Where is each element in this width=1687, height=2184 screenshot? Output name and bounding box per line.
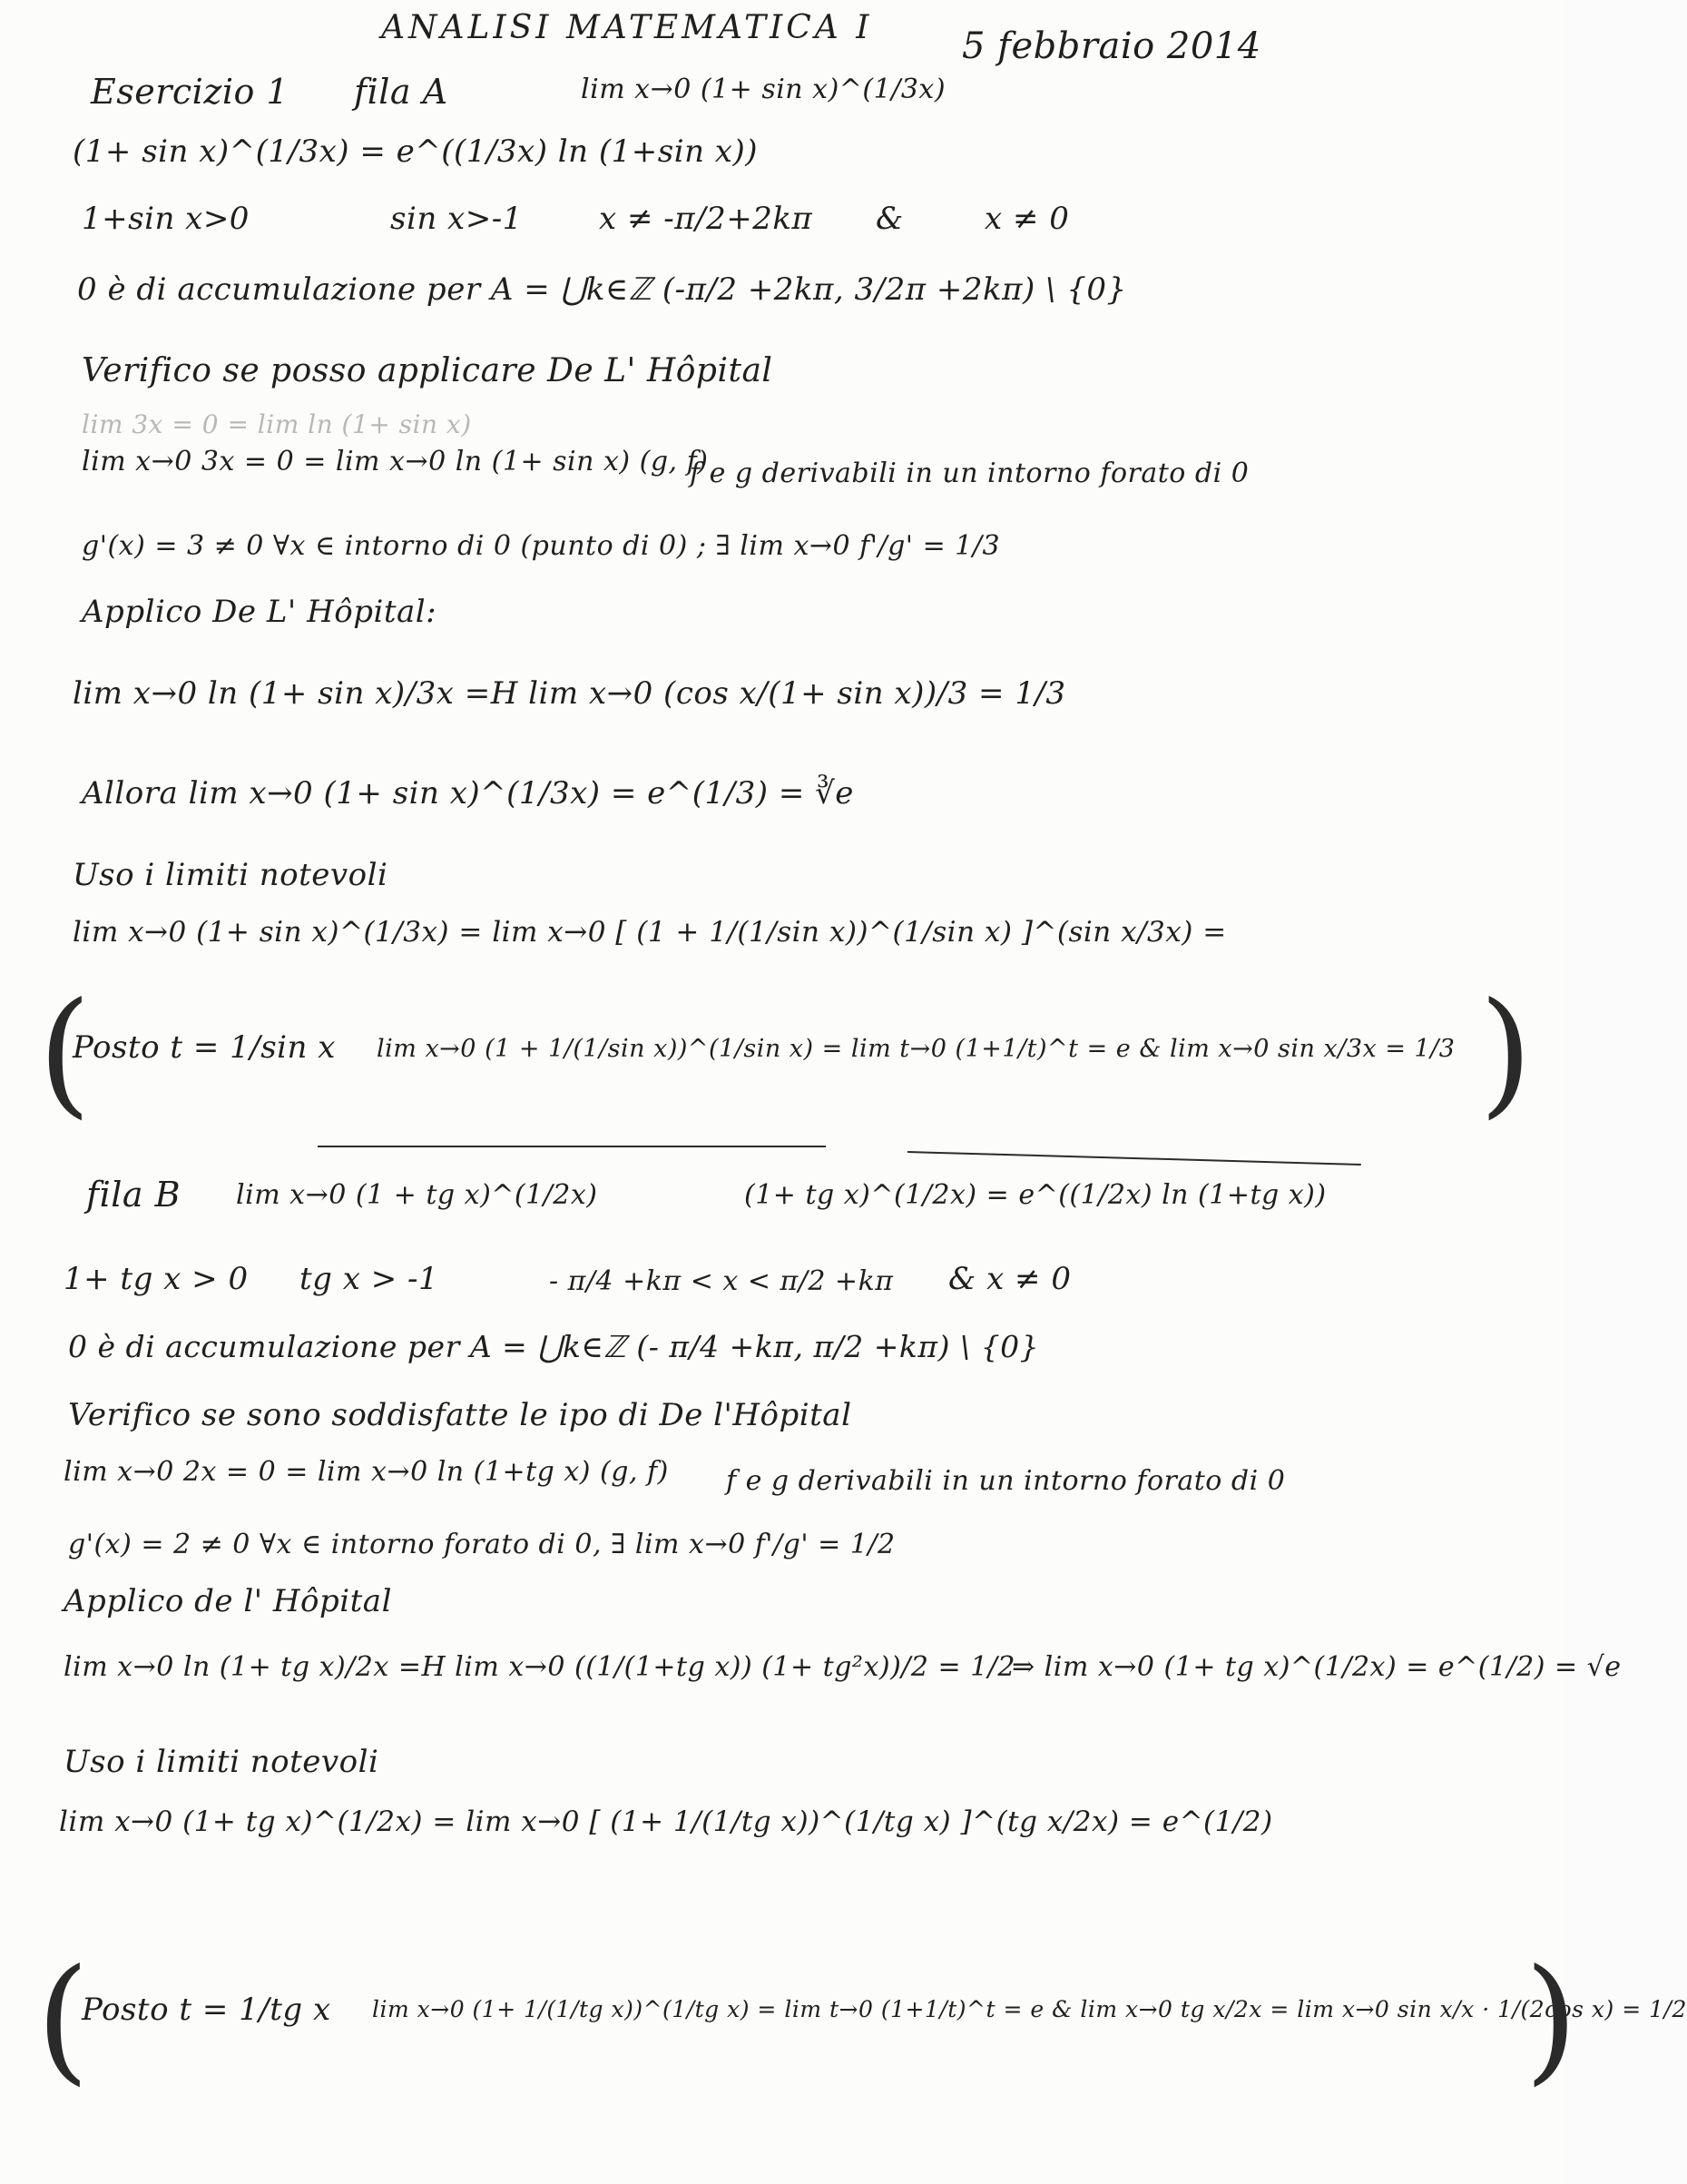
exercise-title: Esercizio 1 <box>91 72 289 112</box>
fila-a-limit: lim x→0 (1+ sin x)^(1/3x) <box>581 74 946 105</box>
fila-b-accumulation: 0 è di accumulazione per A = ⋃k∈ℤ (- π/4 +kπ, π/2 +kπ) \ {0} <box>68 1329 1040 1364</box>
fila-b-domain-4: & x ≠ 0 <box>948 1261 1072 1297</box>
fila-a-lhopital: lim x→0 ln (1+ sin x)/3x =H lim x→0 (cos x/(1+ sin x))/3 = 1/3 <box>73 675 1066 712</box>
fila-a-open-paren: ( <box>38 974 92 1132</box>
fila-a-uso: Uso i limiti notevoli <box>73 857 388 893</box>
fila-b-verify: Verifico se sono soddisfatte le ipo di De l'Hôpital <box>68 1397 852 1433</box>
fila-a-posto-limits: lim x→0 (1 + 1/(1/sin x))^(1/sin x) = lim t→0 (1+1/t)^t = e & lim x→0 sin x/3x = 1/3 <box>377 1035 1456 1063</box>
fila-b-open-paren: ( <box>36 1941 90 2099</box>
fila-a-notevoli: lim x→0 (1+ sin x)^(1/3x) = lim x→0 [ (1 + 1/(1/sin x))^(1/sin x) ]^(sin x/3x) = <box>73 916 1227 949</box>
course-title: ANALISI MATEMATICA I <box>381 9 873 46</box>
fila-b-hypothesis-limits: lim x→0 2x = 0 = lim x→0 ln (1+tg x) (g, f) <box>64 1456 669 1488</box>
fila-a-domain-1: 1+sin x>0 <box>82 201 250 237</box>
fila-a-hypothesis-limits: lim x→0 3x = 0 = lim x→0 ln (1+ sin x) (g, f) <box>82 446 709 477</box>
separator-right <box>907 1151 1361 1166</box>
fila-b-posto-limits: lim x→0 (1+ 1/(1/tg x))^(1/tg x) = lim t→0 (1+1/t)^t = e & lim x→0 tg x/2x = lim x→0 sin x/x · 1/(2cos x) = 1/2 <box>372 1996 1687 2022</box>
fila-b-domain-1: 1+ tg x > 0 <box>64 1261 249 1297</box>
fila-a-domain-and: & <box>876 201 904 237</box>
fila-b-domain-3: - π/4 +kπ < x < π/2 +kπ <box>549 1265 894 1297</box>
fila-a-crossed-limits: lim 3x = 0 = lim ln (1+ sin x) <box>82 409 472 439</box>
fila-b-rewrite: (1+ tg x)^(1/2x) = e^((1/2x) ln (1+tg x)) <box>744 1179 1327 1211</box>
fila-a-rewrite: (1+ sin x)^(1/3x) = e^((1/3x) ln (1+sin x)) <box>73 133 758 170</box>
fila-a-domain-2: sin x>-1 <box>390 201 523 237</box>
fila-b-conclusion: ⇒ lim x→0 (1+ tg x)^(1/2x) = e^(1/2) = √e <box>1012 1651 1622 1683</box>
fila-b-gprime: g'(x) = 2 ≠ 0 ∀x ∈ intorno forato di 0, ∃ lim x→0 f'/g' = 1/2 <box>68 1529 896 1560</box>
fila-a-label: fila A <box>354 72 448 112</box>
fila-b-hypothesis-fg: f e g derivabili in un intorno forato di 0 <box>726 1465 1286 1497</box>
fila-b-apply: Applico de l' Hôpital <box>64 1583 392 1619</box>
fila-a-domain-3: x ≠ -π/2+2kπ <box>599 201 813 237</box>
fila-a-verify: Verifico se posso applicare De L' Hôpital <box>82 352 773 389</box>
fila-a-gprime: g'(x) = 3 ≠ 0 ∀x ∈ intorno di 0 (punto di 0) ; ∃ lim x→0 f'/g' = 1/3 <box>82 530 1001 562</box>
fila-b-lhopital: lim x→0 ln (1+ tg x)/2x =H lim x→0 ((1/(1+tg x)) (1+ tg²x))/2 = 1/2 <box>64 1651 1015 1683</box>
fila-b-close-paren: ) <box>1525 1941 1578 2099</box>
fila-b-limit: lim x→0 (1 + tg x)^(1/2x) <box>236 1179 598 1211</box>
fila-b-notevoli: lim x→0 (1+ tg x)^(1/2x) = lim x→0 [ (1+ 1/(1/tg x))^(1/tg x) ]^(tg x/2x) = e^(1/2) <box>59 1805 1273 1838</box>
fila-a-domain-4: x ≠ 0 <box>985 201 1070 237</box>
fila-a-allora: Allora lim x→0 (1+ sin x)^(1/3x) = e^(1/3) = ∛e <box>82 775 854 812</box>
fila-a-posto: Posto t = 1/sin x <box>73 1029 336 1066</box>
fila-b-uso: Uso i limiti notevoli <box>64 1744 379 1780</box>
fila-b-posto: Posto t = 1/tg x <box>82 1992 331 2028</box>
fila-a-close-paren: ) <box>1479 974 1533 1132</box>
fila-a-hypothesis-fg: f e g derivabili in un intorno forato di 0 <box>690 457 1250 489</box>
fila-b-domain-2: tg x > -1 <box>299 1261 439 1297</box>
fila-a-accumulation: 0 è di accumulazione per A = ⋃k∈ℤ (-π/2 +2kπ, 3/2π +2kπ) \ {0} <box>77 271 1127 308</box>
fila-b-label: fila B <box>86 1175 181 1215</box>
fila-a-apply: Applico De L' Hôpital: <box>82 594 437 630</box>
exam-date: 5 febbraio 2014 <box>962 25 1261 67</box>
separator-left <box>318 1146 826 1147</box>
